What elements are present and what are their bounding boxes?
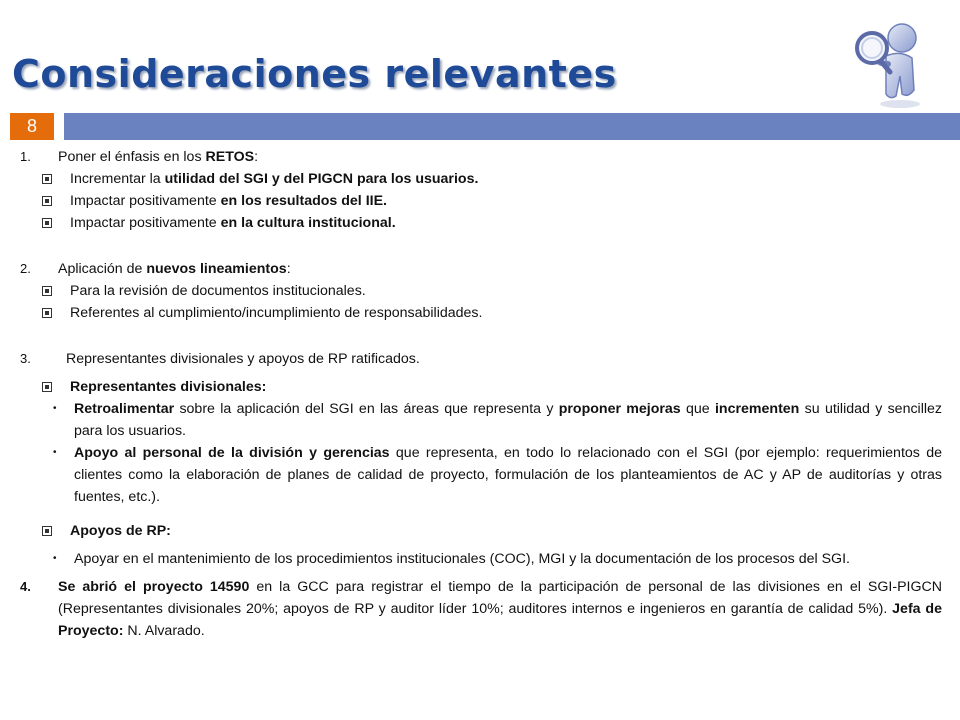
text: Referentes al cumplimiento/incumplimiento de responsabilidades. bbox=[70, 305, 483, 321]
text-bold: Se abrió el proyecto 14590 bbox=[58, 579, 250, 595]
magnifier-figure-icon bbox=[848, 12, 928, 110]
list-item bbox=[50, 548, 942, 570]
slide-title: Consideraciones relevantes bbox=[12, 52, 617, 96]
text: Impactar positivamente bbox=[70, 215, 221, 231]
text: : bbox=[286, 261, 291, 277]
text: Apoyar en el mantenimiento de los procedimientos institucionales (COC), MGI y la documentación de los procesos del SGI. bbox=[74, 551, 850, 567]
text: Aplicación de bbox=[58, 261, 147, 277]
text: : bbox=[254, 149, 259, 165]
section-number: 2. bbox=[20, 261, 31, 276]
text-bold: proponer mejoras bbox=[558, 401, 681, 417]
text: Incrementar la bbox=[70, 171, 165, 187]
list-item bbox=[42, 212, 942, 234]
section-number: 3. bbox=[20, 351, 31, 366]
text-bold: Jefa de Proyecto: bbox=[58, 601, 942, 639]
text: N. Alvarado. bbox=[123, 623, 205, 639]
text: Representantes divisionales y apoyos de RP ratificados. bbox=[66, 351, 420, 367]
section-heading bbox=[58, 258, 942, 280]
section-heading bbox=[66, 348, 942, 370]
section-heading bbox=[58, 146, 942, 168]
header-bar bbox=[0, 113, 960, 140]
list-item bbox=[42, 190, 942, 212]
slide-number: 8 bbox=[10, 113, 54, 140]
text-bold: Retroalimentar bbox=[74, 401, 175, 417]
text-bold: en la cultura institucional. bbox=[220, 215, 396, 231]
text-bold: utilidad del SGI y del PIGCN para los usuarios. bbox=[164, 171, 479, 187]
text-bold: nuevos lineamientos bbox=[146, 261, 287, 277]
section-1 bbox=[20, 146, 942, 168]
text: Poner el énfasis en los bbox=[58, 149, 206, 165]
title-underline-bar bbox=[64, 113, 960, 140]
section-heading bbox=[58, 576, 942, 642]
section-number: 1. bbox=[20, 149, 31, 164]
list-item bbox=[50, 398, 942, 442]
section-4 bbox=[20, 576, 942, 642]
text: Impactar positivamente bbox=[70, 193, 221, 209]
text-bold: Apoyo al personal de la división y gerencias bbox=[74, 445, 390, 461]
section-2 bbox=[20, 258, 942, 280]
list-item bbox=[50, 442, 942, 508]
list-item bbox=[42, 168, 942, 190]
list-item bbox=[42, 280, 942, 302]
slide-content bbox=[20, 146, 942, 642]
group-label bbox=[42, 520, 942, 542]
section-number: 4. bbox=[20, 579, 31, 594]
text: que representa, en todo lo relacionado con el SGI (por ejemplo: requerimientos de clientes como la elaboración de planes de calidad de proyecto, formulación de los planteamientos de AC y AP de auditorías y otras fuentes, etc.). bbox=[74, 445, 942, 505]
text-bold: incrementen bbox=[714, 401, 800, 417]
list-item bbox=[42, 302, 942, 324]
text-bold: Representantes divisionales: bbox=[70, 379, 267, 395]
text-bold: en los resultados del IIE. bbox=[220, 193, 387, 209]
text: que bbox=[680, 401, 715, 417]
text: su utilidad y sencillez para los usuarios. bbox=[74, 401, 942, 439]
section-3 bbox=[20, 348, 942, 370]
text-bold: RETOS bbox=[205, 149, 255, 165]
text: sobre la aplicación del SGI en las áreas que representa y bbox=[174, 401, 559, 417]
text: Para la revisión de documentos institucionales. bbox=[70, 283, 366, 299]
text-bold: Apoyos de RP: bbox=[70, 523, 171, 539]
group-label bbox=[42, 376, 942, 398]
text: en la GCC para registrar el tiempo de la participación de personal de las divisiones en el SGI-PIGCN (Representantes divisionales 20%; apoyos de RP y auditor líder 10%; auditores internos e ingenieros en garantía de calidad 5%). bbox=[58, 579, 942, 617]
